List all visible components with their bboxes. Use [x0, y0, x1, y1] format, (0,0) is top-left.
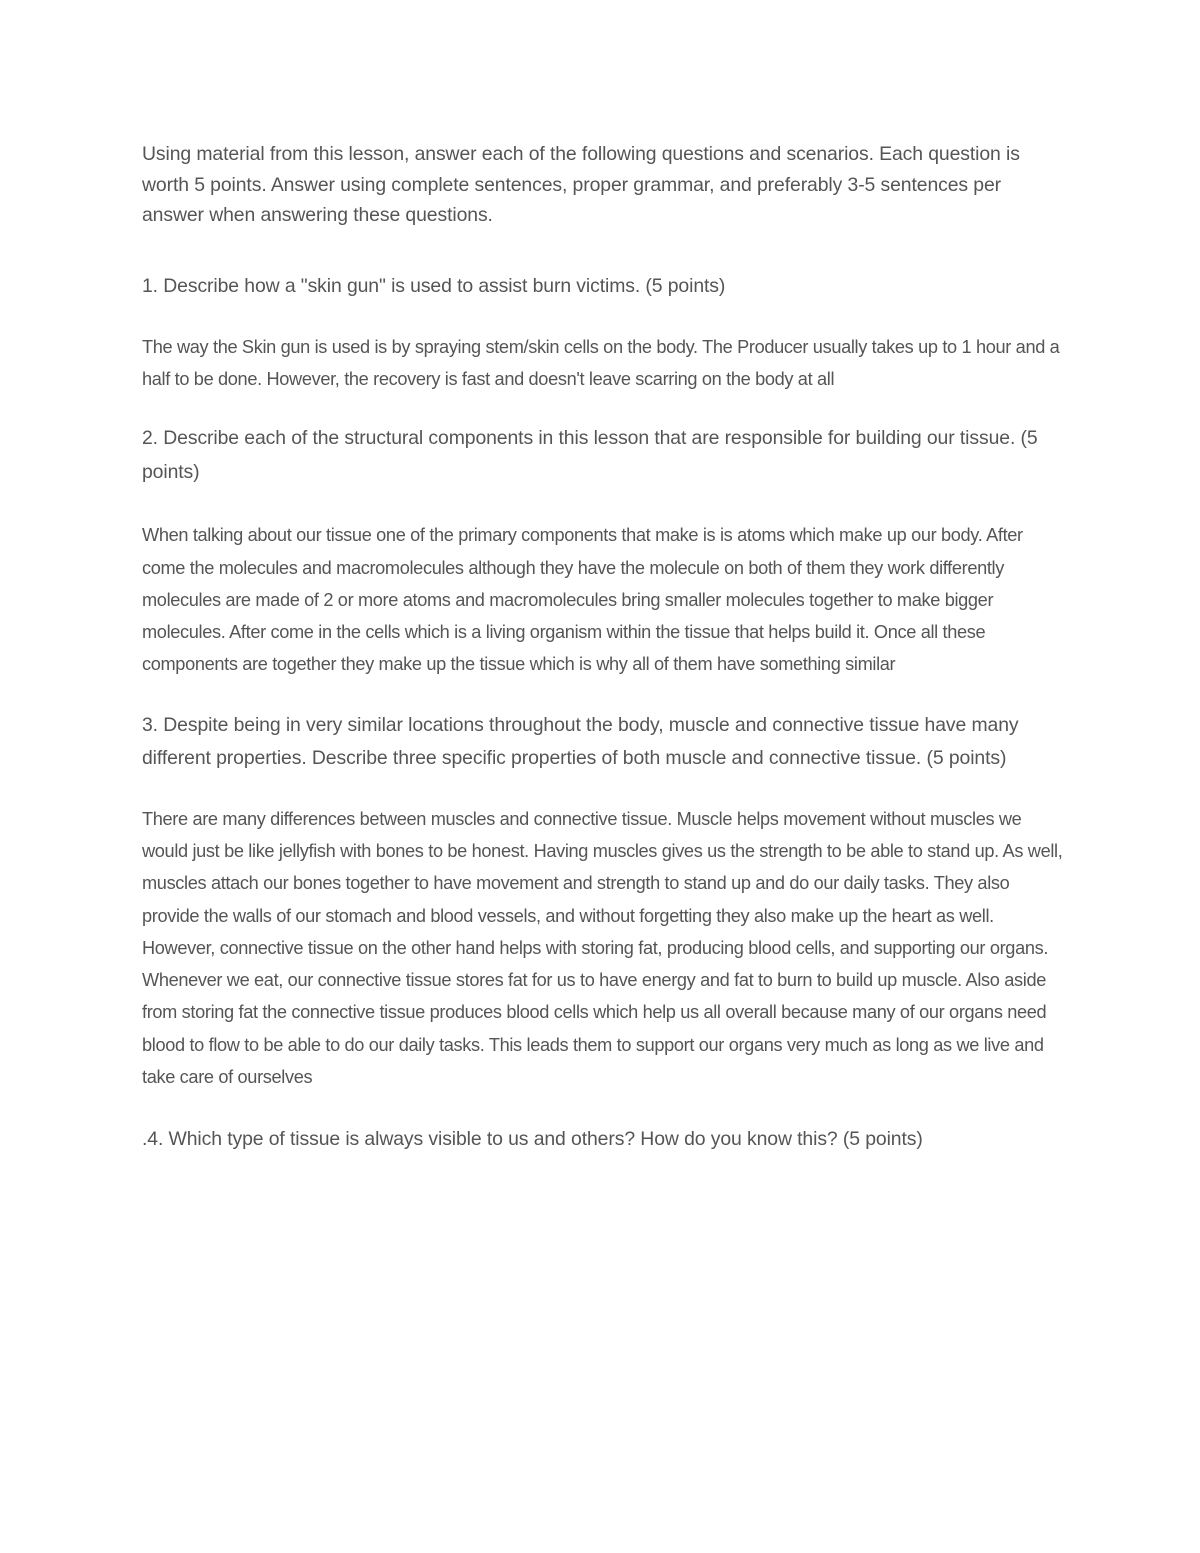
question-1: 1. Describe how a "skin gun" is used to assist burn victims. (5 points): [142, 275, 726, 298]
instructions-paragraph: Using material from this lesson, answer each of the following questions and scenarios. Each question is worth 5 points. Answer using complete sentences, proper grammar, and preferably 3-5 sentences per answer when answering these questions.: [142, 143, 1020, 227]
answer-2: When talking about our tissue one of the primary components that make is is atoms which make up our body. After come the molecules and macromolecules although they have the molecule on both of them they work differently molecules are made of 2 or more atoms and macromolecules bring smaller molecules together to make bigger molecules. After come in the cells which is a living organism within the tissue that helps build it. Once all these components are together they make up the tissue which is why all of them have something similar: [142, 525, 1023, 675]
answer-3: There are many differences between muscles and connective tissue. Muscle helps movement without muscles we would just be like jellyfish with bones to be honest. Having muscles gives us the strength to be able to stand up. As well, muscles attach our bones together to have movement and strength to stand up and do our daily tasks. They also provide the walls of our stomach and blood vessels, and without forgetting they also make up the heart as well. However, connective tissue on the other hand helps with storing fat, producing blood cells, and supporting our organs. Whenever we eat, our connective tissue stores fat for us to have energy and fat to burn to build up muscle. Also aside from storing fat the connective tissue produces blood cells which help us all overall because many of our organs need blood to flow to be able to do our daily tasks. This leads them to support our organs very much as long as we live and take care of ourselves: [142, 808, 1063, 1088]
question-3: 3. Despite being in very similar locations throughout the body, muscle and connective tissue have many different properties. Describe three specific properties of both muscle and connective tissue. (5 points): [142, 713, 1019, 770]
document-body: [142, 139, 1067, 1157]
question-4: .4. Which type of tissue is always visible to us and others? How do you know this? (5 points): [142, 1128, 923, 1151]
question-2: 2. Describe each of the structural components in this lesson that are responsible for building our tissue. (5 points): [142, 427, 1038, 483]
answer-1: The way the Skin gun is used is by spraying stem/skin cells on the body. The Producer usually takes up to 1 hour and a half to be done. However, the recovery is fast and doesn't leave scarring on the body at all: [142, 336, 1060, 389]
